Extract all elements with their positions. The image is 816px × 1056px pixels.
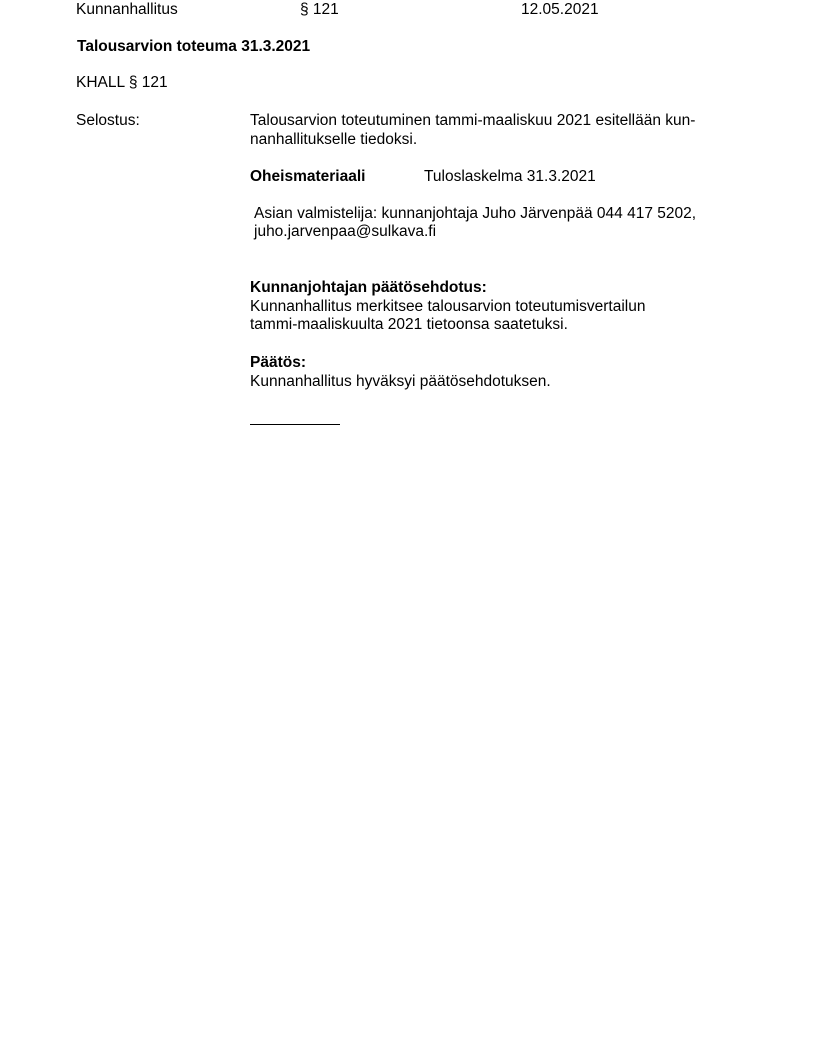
attachment-value: Tuloslaskelma 31.3.2021 [424, 168, 596, 185]
description-label: Selostus: [76, 112, 140, 129]
decision-heading: Päätös: [250, 354, 306, 371]
preparer-line-1: Asian valmistelija: kunnanjohtaja Juho Järvenpää 044 417 5202, [254, 205, 697, 222]
reference: KHALL § 121 [76, 74, 168, 91]
description-line-2: nanhallitukselle tiedoksi. [250, 131, 418, 148]
proposal-line-2: tammi-maaliskuulta 2021 tietoonsa saatetuksi. [250, 316, 568, 333]
proposal-heading: Kunnanjohtajan päätösehdotus: [250, 279, 487, 296]
page-title: Talousarvion toteuma 31.3.2021 [77, 38, 311, 55]
closing-rule [250, 424, 340, 425]
header-body: Kunnanhallitus [76, 1, 178, 18]
proposal-line-1: Kunnanhallitus merkitsee talousarvion toteutumisvertailun [250, 298, 646, 315]
description-line-1: Talousarvion toteutuminen tammi-maaliskuu 2021 esitellään kun- [250, 112, 696, 129]
preparer-email: juho.jarvenpaa@sulkava.fi [254, 223, 437, 240]
decision-text: Kunnanhallitus hyväksyi päätösehdotuksen. [250, 373, 551, 390]
header-section: § 121 [300, 1, 339, 18]
header-date: 12.05.2021 [521, 1, 599, 18]
attachment-label: Oheismateriaali [250, 168, 366, 185]
